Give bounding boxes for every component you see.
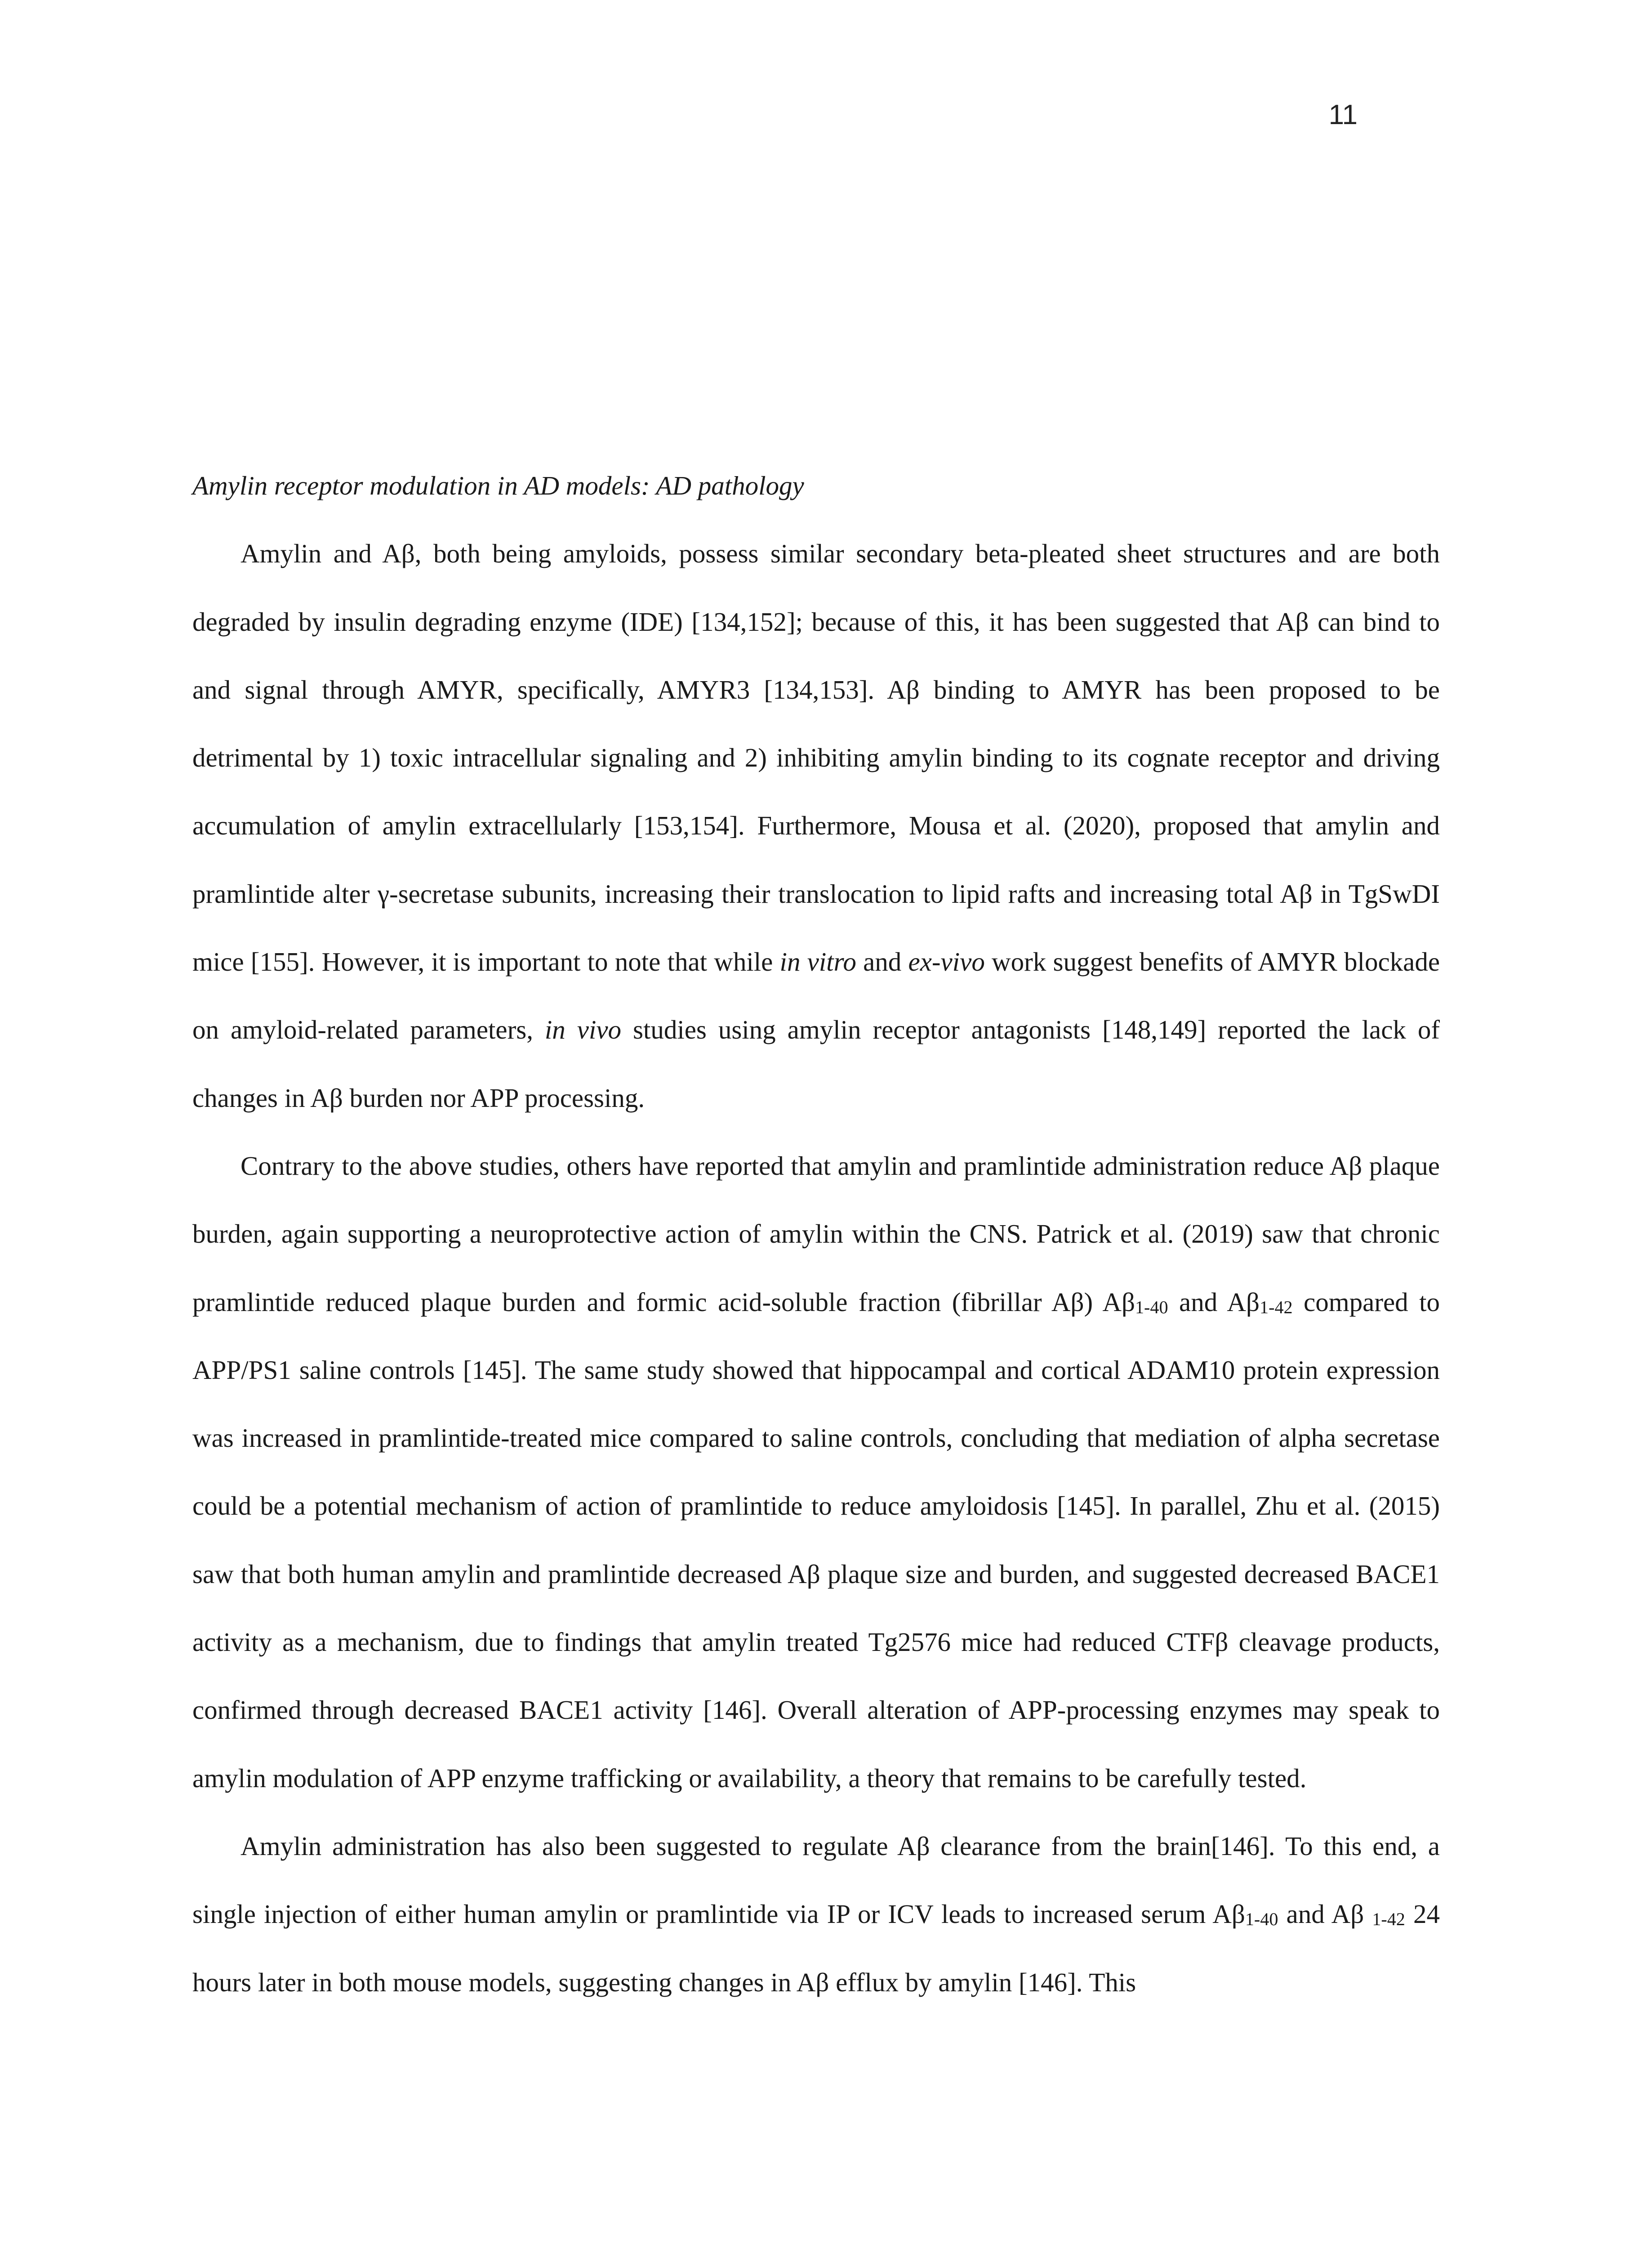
paragraph-1-italic-ex-vivo: ex-vivo xyxy=(908,947,985,977)
paragraph-1-text: work suggest benefits of AMYR blockade on amyloid-related parameters, xyxy=(192,947,1440,1045)
subscript: 1-40 xyxy=(1245,1909,1278,1930)
page-number: 11 xyxy=(1328,99,1358,130)
paragraph-1-text: studies using amylin receptor antagonists [148,149] reported the lack of changes in Aβ burden nor APP processing. xyxy=(192,1015,1440,1113)
paragraph-2-text: and Aβ xyxy=(1168,1287,1260,1317)
section-heading: Amylin receptor modulation in AD models: AD pathology xyxy=(192,471,804,500)
body-text xyxy=(192,452,1440,2016)
paragraph-1-italic-in-vitro: in vitro xyxy=(779,947,856,977)
paragraph-2-text: compared to APP/PS1 saline controls [145]. The same study showed that hippocampal and cortical ADAM10 protein expression was increased in pramlintide-treated mice compared to saline controls, concluding that mediation of alpha secretase could be a potential mechanism of action of pramlintide to reduce amyloidosis [145]. In parallel, Zhu et al. (2015) saw that both human amylin and pramlintide decreased Aβ plaque size and burden, and suggested decreased BACE1 activity as a mechanism, due to findings that amylin treated Tg2576 mice had reduced CTFβ cleavage products, confirmed through decreased BACE1 activity [146]. Overall alteration of APP-processing enzymes may speak to amylin modulation of APP enzyme trafficking or availability, a theory that remains to be carefully tested. xyxy=(192,1287,1440,1793)
paragraph-1-text: Amylin and Aβ, both being amyloids, possess similar secondary beta-pleated sheet structures and are both degraded by insulin degrading enzyme (IDE) [134,152]; because of this, it has been suggested that Aβ can bind to and signal through AMYR, specifically, AMYR3 [134,153]. Aβ binding to AMYR has been proposed to be detrimental by 1) toxic intracellular signaling and 2) inhibiting amylin binding to its cognate receptor and driving accumulation of amylin extracellularly [153,154]. Furthermore, Mousa et al. (2020), proposed that amylin and pramlintide alter γ-secretase subunits, increasing their translocation to lipid rafts and increasing total Aβ in TgSwDI mice [155]. However, it is important to note that while xyxy=(192,539,1440,977)
subscript: 1-42 xyxy=(1260,1297,1293,1317)
paragraph-2 xyxy=(192,1132,1440,1812)
paragraph-1-text: and xyxy=(856,947,908,977)
paragraph-1 xyxy=(192,520,1440,1132)
subscript: 1-40 xyxy=(1135,1297,1168,1317)
subscript: 1-42 xyxy=(1372,1909,1405,1930)
paragraph-3-text: and Aβ xyxy=(1278,1899,1372,1929)
paragraph-1-italic-in-vivo: in vivo xyxy=(544,1015,622,1045)
paragraph-3-text: 24 hours later in both mouse models, suggesting changes in Aβ efflux by amylin [146]. This xyxy=(192,1899,1440,1997)
paragraph-3 xyxy=(192,1812,1440,2016)
paragraph-2-text: Contrary to the above studies, others have reported that amylin and pramlintide administration reduce Aβ plaque burden, again supporting a neuroprotective action of amylin within the CNS. Patrick et al. (2019) saw that chronic pramlintide reduced plaque burden and formic acid-soluble fraction (fibrillar Aβ) Aβ xyxy=(192,1151,1440,1317)
paragraph-3-text: Amylin administration has also been suggested to regulate Aβ clearance from the brain[146]. To this end, a single injection of either human amylin or pramlintide via IP or ICV leads to increased serum Aβ xyxy=(192,1831,1440,1929)
